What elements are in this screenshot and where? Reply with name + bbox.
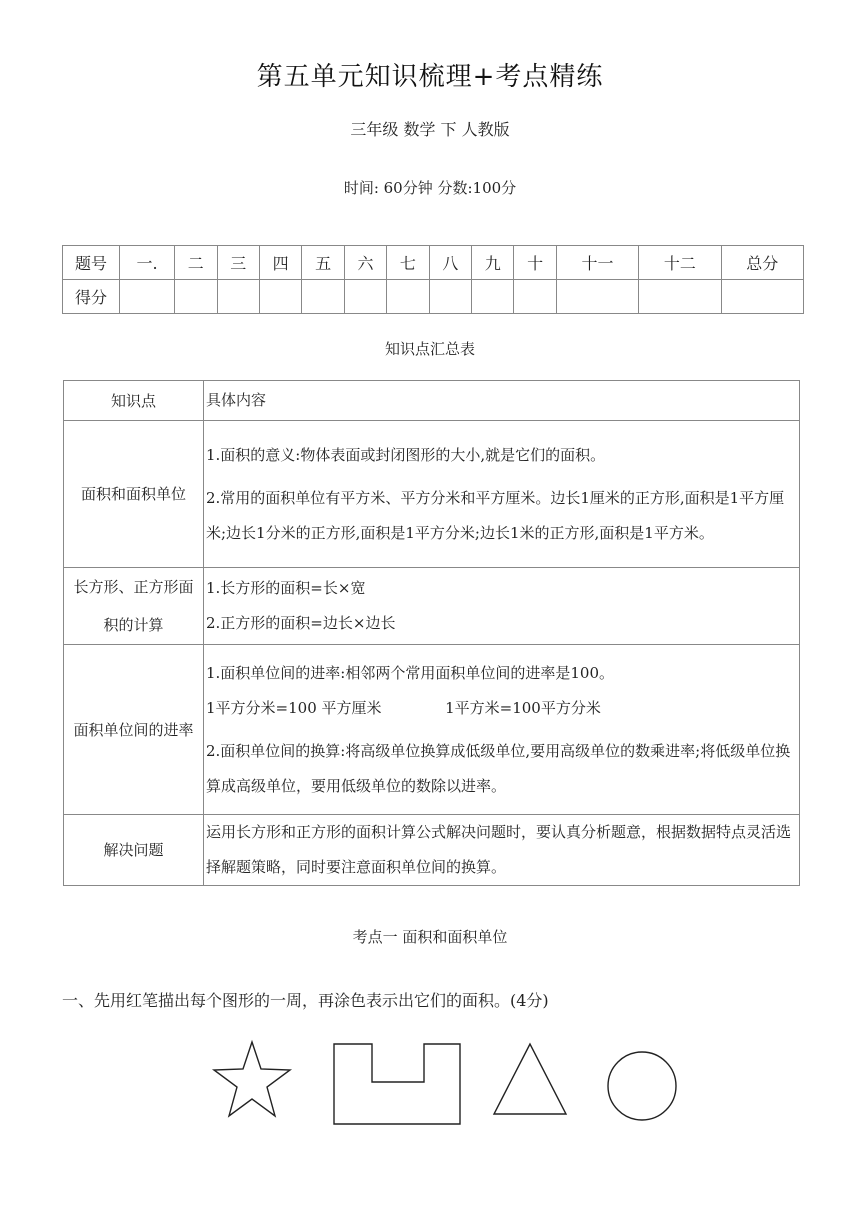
score-input-cell[interactable]: [175, 280, 217, 314]
score-input-cell[interactable]: [472, 280, 514, 314]
score-cell: 三: [217, 246, 259, 280]
u-shape: [334, 1044, 460, 1124]
section-heading: 考点一 面积和面积单位: [352, 928, 508, 946]
knowledge-content: [204, 645, 800, 815]
knowledge-content: [204, 815, 800, 886]
score-cell: 总分: [721, 246, 803, 280]
score-input-cell[interactable]: [721, 280, 803, 314]
knowledge-topic: 长方形、正方形面积的计算: [64, 568, 204, 645]
triangle-shape: [494, 1044, 566, 1114]
conversion-1: 1平方分米=100 平方厘米: [206, 698, 382, 717]
score-cell: 十二: [639, 246, 721, 280]
knowledge-topic: 面积和面积单位: [64, 421, 204, 568]
knowledge-header-topic: 知识点: [64, 381, 204, 421]
score-row-label: 得分: [63, 280, 120, 314]
knowledge-row: [64, 568, 800, 645]
score-cell: 题号: [63, 246, 120, 280]
score-cell: 五: [302, 246, 344, 280]
score-input-cell[interactable]: [259, 280, 301, 314]
score-cell: 九: [472, 246, 514, 280]
score-cell: 二: [175, 246, 217, 280]
knowledge-content: [204, 568, 800, 645]
circle-shape: [608, 1052, 676, 1120]
score-cell: 八: [429, 246, 471, 280]
knowledge-topic: 解决问题: [64, 815, 204, 886]
score-input-cell[interactable]: [302, 280, 344, 314]
score-cell: 六: [344, 246, 386, 280]
knowledge-row: [64, 421, 800, 568]
score-input-cell[interactable]: [344, 280, 386, 314]
score-input-cell[interactable]: [556, 280, 638, 314]
score-input-cell[interactable]: [514, 280, 556, 314]
page-title: 第五单元知识梳理+考点精练: [256, 62, 604, 92]
score-input-cell[interactable]: [217, 280, 259, 314]
score-cell: 十一: [556, 246, 638, 280]
score-table-score-row: [63, 280, 804, 314]
score-cell: 七: [387, 246, 429, 280]
question-text: 一、先用红笔描出每个图形的一周，再涂色表示出它们的面积。(4分): [62, 991, 549, 1010]
knowledge-line: 1.长方形的面积=长×宽: [206, 579, 366, 597]
score-input-cell[interactable]: [639, 280, 721, 314]
knowledge-content: [204, 421, 800, 568]
shapes-figure: [200, 1030, 700, 1140]
score-input-cell[interactable]: [429, 280, 471, 314]
knowledge-header-row: [64, 381, 800, 421]
knowledge-line: 2.常用的面积单位有平方米、平方分米和平方厘米。边长1厘米的正方形,面积是1平方厘米;边长1分米的正方形,面积是1平方分米;边长1米的正方形,面积是1平方米。: [206, 488, 785, 542]
score-input-cell[interactable]: [387, 280, 429, 314]
score-cell: 十: [514, 246, 556, 280]
knowledge-row: [64, 645, 800, 815]
score-cell: 四: [259, 246, 301, 280]
knowledge-line: 1.面积单位间的进率:相邻两个常用面积单位间的进率是100。: [206, 663, 614, 682]
knowledge-line: 运用长方形和正方形的面积计算公式解决问题时，要认真分析题意，根据数据特点灵活选择解题策略，同时要注意面积单位间的换算。: [206, 823, 792, 876]
knowledge-line: 2.正方形的面积=边长×边长: [206, 614, 396, 632]
score-input-cell[interactable]: [120, 280, 175, 314]
knowledge-line: 2.面积单位间的换算:将高级单位换算成低级单位,要用高级单位的数乘进率;将低级单位换算成高级单位，要用低级单位的数除以进率。: [206, 741, 791, 795]
score-table: [62, 245, 804, 314]
knowledge-line: 1.面积的意义:物体表面或封闭图形的大小,就是它们的面积。: [206, 445, 606, 464]
summary-title: 知识点汇总表: [384, 340, 475, 358]
score-table-header-row: [63, 246, 804, 280]
knowledge-table: [63, 380, 800, 886]
conversion-2: 1平方米=100平方分米: [445, 698, 601, 717]
star-shape: [214, 1042, 290, 1116]
knowledge-line: [206, 691, 799, 726]
time-score-line: 时间: 60分钟 分数:100分: [343, 179, 517, 197]
knowledge-row: [64, 815, 800, 886]
knowledge-topic: 面积单位间的进率: [64, 645, 204, 815]
page-subtitle: 三年级 数学 下 人教版: [350, 120, 510, 139]
knowledge-header-content: 具体内容: [204, 381, 800, 421]
score-cell: 一.: [120, 246, 175, 280]
